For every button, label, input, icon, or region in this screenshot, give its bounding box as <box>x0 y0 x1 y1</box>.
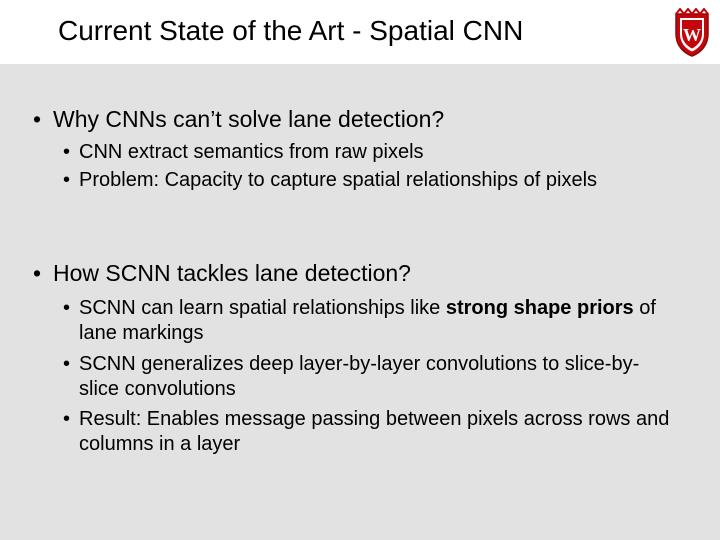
list-item: • Problem: Capacity to capture spatial relationships of pixels <box>63 169 598 191</box>
slide-title: Current State of the Art - Spatial CNN <box>58 15 524 46</box>
list-item: • CNN extract semantics from raw pixels <box>63 141 424 163</box>
uw-crest-icon <box>672 8 712 58</box>
bold-phrase: strong shape priors <box>445 297 634 319</box>
list-item: • Result: Enables message passing between pixels across rows and columns in a layer <box>63 408 670 455</box>
bullet: • <box>33 260 42 286</box>
bullet: • <box>33 106 42 132</box>
section-heading: • Why CNNs can’t solve lane detection? <box>33 106 445 132</box>
title-bar <box>0 0 720 64</box>
section-heading: • How SCNN tackles lane detection? <box>33 260 411 286</box>
slide-body <box>0 64 720 540</box>
svg-text:W: W <box>683 25 701 45</box>
list-item: • SCNN generalizes deep layer-by-layer convolutions to slice-by-slice convolutions <box>63 353 640 400</box>
list-item: • SCNN can learn spatial relationships like strong shape priors of lane markings <box>63 297 656 344</box>
